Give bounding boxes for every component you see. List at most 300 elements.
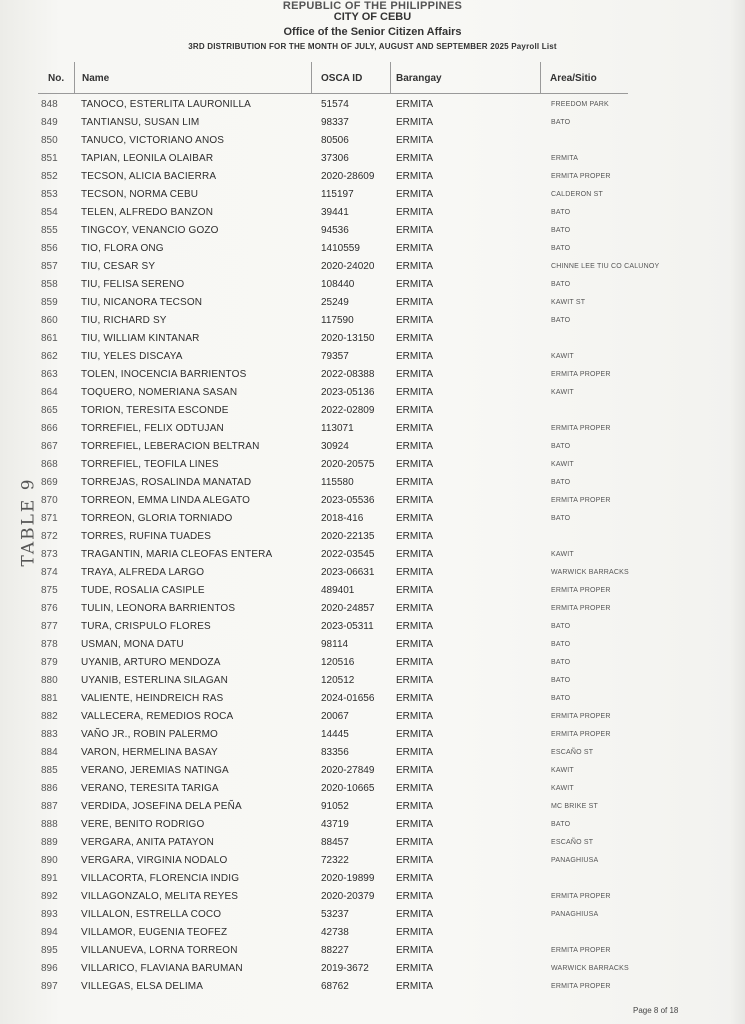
- row-osca-id: 80506: [321, 135, 349, 146]
- row-barangay: ERMITA: [396, 819, 434, 830]
- header-distribution-title: 3RD DISTRIBUTION FOR THE MONTH OF JULY, AUGUST AND SEPTEMBER 2025 Payroll List: [188, 42, 557, 51]
- row-name: TIU, WILLIAM KINTANAR: [81, 333, 200, 344]
- row-area-sitio: ERMITA PROPER: [551, 587, 611, 594]
- row-name: TORRES, RUFINA TUADES: [81, 531, 212, 542]
- row-number: 896: [41, 963, 58, 974]
- row-barangay: ERMITA: [396, 855, 434, 866]
- row-area-sitio: ERMITA PROPER: [551, 173, 611, 180]
- row-name: TECSON, NORMA CEBU: [81, 189, 199, 200]
- table-row: [38, 204, 628, 222]
- row-barangay: ERMITA: [396, 117, 434, 128]
- header-divider: [311, 62, 312, 94]
- row-osca-id: 108440: [321, 279, 355, 290]
- row-barangay: ERMITA: [396, 639, 434, 650]
- row-osca-id: 2020-19899: [321, 873, 375, 884]
- row-name: VILLANUEVA, LORNA TORREON: [81, 945, 238, 956]
- row-barangay: ERMITA: [396, 837, 434, 848]
- row-area-sitio: ERMITA: [551, 155, 579, 162]
- row-barangay: ERMITA: [396, 189, 434, 200]
- table-row: [38, 96, 628, 114]
- row-name: VILLALON, ESTRELLA COCO: [81, 909, 222, 920]
- table-row: [38, 366, 628, 384]
- table-row: [38, 384, 628, 402]
- row-name: TANTIANSU, SUSAN LIM: [81, 117, 200, 128]
- row-barangay: ERMITA: [396, 495, 434, 506]
- table-row: [38, 906, 628, 924]
- row-name: TELEN, ALFREDO BANZON: [81, 207, 214, 218]
- row-number: 859: [41, 297, 58, 308]
- table-row: [38, 438, 628, 456]
- table-row: [38, 654, 628, 672]
- row-name: TIU, FELISA SERENO: [81, 279, 185, 290]
- row-name: TANUCO, VICTORIANO ANOS: [81, 135, 225, 146]
- table-row: [38, 798, 628, 816]
- row-number: 857: [41, 261, 58, 272]
- row-name: VERE, BENITO RODRIGO: [81, 819, 205, 830]
- row-barangay: ERMITA: [396, 873, 434, 884]
- row-barangay: ERMITA: [396, 351, 434, 362]
- row-barangay: ERMITA: [396, 135, 434, 146]
- row-osca-id: 115580: [321, 477, 354, 488]
- row-area-sitio: KAWIT: [551, 767, 574, 774]
- row-number: 862: [41, 351, 58, 362]
- row-area-sitio: ERMITA PROPER: [551, 947, 611, 954]
- row-barangay: ERMITA: [396, 459, 434, 470]
- row-number: 895: [41, 945, 58, 956]
- row-name: VILLAGONZALO, MELITA REYES: [81, 891, 239, 902]
- row-area-sitio: KAWIT: [551, 785, 574, 792]
- row-number: 883: [41, 729, 58, 740]
- row-area-sitio: ERMITA PROPER: [551, 983, 611, 990]
- row-name: VILLAMOR, EUGENIA TEOFEZ: [81, 927, 228, 938]
- row-osca-id: 2020-24020: [321, 261, 375, 272]
- table-row: [38, 708, 628, 726]
- row-number: 885: [41, 765, 58, 776]
- row-name: TORREFIEL, LEBERACION BELTRAN: [81, 441, 260, 452]
- row-barangay: ERMITA: [396, 99, 434, 110]
- row-area-sitio: BATO: [551, 677, 571, 684]
- table-row: [38, 186, 628, 204]
- row-osca-id: 91052: [321, 801, 349, 812]
- row-name: VILLEGAS, ELSA DELIMA: [81, 981, 204, 992]
- row-osca-id: 113071: [321, 423, 354, 434]
- row-osca-id: 2023-05536: [321, 495, 375, 506]
- row-osca-id: 14445: [321, 729, 349, 740]
- table-row: [38, 474, 628, 492]
- row-name: TECSON, ALICIA BACIERRA: [81, 171, 217, 182]
- row-name: TURA, CRISPULO FLORES: [81, 621, 211, 632]
- row-osca-id: 98114: [321, 639, 349, 650]
- row-barangay: ERMITA: [396, 513, 434, 524]
- row-area-sitio: ERMITA PROPER: [551, 371, 611, 378]
- row-number: 891: [41, 873, 58, 884]
- row-barangay: ERMITA: [396, 477, 434, 488]
- row-name: USMAN, MONA DATU: [81, 639, 184, 650]
- row-barangay: ERMITA: [396, 315, 434, 326]
- row-number: 876: [41, 603, 58, 614]
- row-barangay: ERMITA: [396, 387, 434, 398]
- header-divider: [540, 62, 541, 94]
- row-osca-id: 2020-24857: [321, 603, 375, 614]
- row-area-sitio: CALDERON ST: [551, 191, 603, 198]
- row-number: 875: [41, 585, 58, 596]
- row-number: 856: [41, 243, 58, 254]
- row-number: 851: [41, 153, 58, 164]
- row-barangay: ERMITA: [396, 279, 434, 290]
- row-number: 860: [41, 315, 58, 326]
- row-name: TAPIAN, LEONILA OLAIBAR: [81, 153, 214, 164]
- table-row: [38, 456, 628, 474]
- table-row: [38, 168, 628, 186]
- col-area-header: Area/Sitio: [550, 73, 597, 84]
- row-area-sitio: KAWIT: [551, 389, 574, 396]
- row-number: 877: [41, 621, 58, 632]
- row-barangay: ERMITA: [396, 747, 434, 758]
- header-rule: [38, 93, 628, 94]
- table-row: [38, 726, 628, 744]
- row-osca-id: 88227: [321, 945, 349, 956]
- row-name: TORREFIEL, FELIX ODTUJAN: [81, 423, 224, 434]
- table-row: [38, 132, 628, 150]
- row-number: 865: [41, 405, 58, 416]
- row-number: 854: [41, 207, 58, 218]
- table-row: [38, 870, 628, 888]
- row-barangay: ERMITA: [396, 297, 434, 308]
- table-row: [38, 222, 628, 240]
- row-osca-id: 2020-13150: [321, 333, 375, 344]
- row-number: 861: [41, 333, 58, 344]
- row-barangay: ERMITA: [396, 333, 434, 344]
- table-row: [38, 330, 628, 348]
- row-barangay: ERMITA: [396, 621, 434, 632]
- row-osca-id: 1410559: [321, 243, 360, 254]
- table-row: [38, 294, 628, 312]
- row-number: 849: [41, 117, 58, 128]
- row-name: TOLEN, INOCENCIA BARRIENTOS: [81, 369, 247, 380]
- row-area-sitio: BATO: [551, 479, 571, 486]
- row-name: VILLARICO, FLAVIANA BARUMAN: [81, 963, 243, 974]
- row-name: VALIENTE, HEINDREICH RAS: [81, 693, 224, 704]
- row-number: 888: [41, 819, 58, 830]
- row-area-sitio: CHINNE LEE TIU CO CALUNOY: [551, 263, 660, 270]
- row-number: 853: [41, 189, 58, 200]
- row-barangay: ERMITA: [396, 783, 434, 794]
- table-row: [38, 690, 628, 708]
- header-office: Office of the Senior Citizen Affairs: [283, 26, 462, 38]
- row-area-sitio: ERMITA PROPER: [551, 497, 611, 504]
- table-row: [38, 276, 628, 294]
- table-row: [38, 258, 660, 276]
- row-number: 890: [41, 855, 58, 866]
- row-barangay: ERMITA: [396, 207, 434, 218]
- table-row: [38, 924, 628, 942]
- row-number: 882: [41, 711, 58, 722]
- col-osca-header: OSCA ID: [321, 73, 363, 84]
- row-number: 880: [41, 675, 58, 686]
- row-number: 881: [41, 693, 58, 704]
- row-barangay: ERMITA: [396, 693, 434, 704]
- row-area-sitio: WARWICK BARRACKS: [551, 569, 629, 576]
- row-name: VERANO, TERESITA TARIGA: [81, 783, 219, 794]
- row-osca-id: 94536: [321, 225, 349, 236]
- row-area-sitio: BATO: [551, 821, 571, 828]
- row-barangay: ERMITA: [396, 891, 434, 902]
- row-osca-id: 2024-01656: [321, 693, 375, 704]
- row-area-sitio: BATO: [551, 623, 571, 630]
- table-row: [38, 312, 628, 330]
- row-barangay: ERMITA: [396, 675, 434, 686]
- row-barangay: ERMITA: [396, 711, 434, 722]
- table-row: [38, 618, 628, 636]
- table-row: [38, 816, 628, 834]
- table-row: [38, 960, 628, 978]
- header-divider: [390, 62, 391, 94]
- row-barangay: ERMITA: [396, 765, 434, 776]
- row-osca-id: 2018-416: [321, 513, 364, 524]
- row-area-sitio: PANAGHIUSA: [551, 911, 599, 918]
- table-row: [38, 546, 628, 564]
- table-row: [38, 672, 628, 690]
- row-osca-id: 2023-06631: [321, 567, 375, 578]
- table-row: [38, 240, 628, 258]
- row-osca-id: 120516: [321, 657, 355, 668]
- row-osca-id: 2020-20379: [321, 891, 375, 902]
- row-barangay: ERMITA: [396, 657, 434, 668]
- row-name: TORREON, GLORIA TORNIADO: [81, 513, 233, 524]
- row-osca-id: 2022-02809: [321, 405, 375, 416]
- table-row: [38, 942, 628, 960]
- row-number: 858: [41, 279, 58, 290]
- row-name: VERANO, JEREMIAS NATINGA: [81, 765, 229, 776]
- table-row: [38, 150, 628, 168]
- row-osca-id: 83356: [321, 747, 349, 758]
- row-area-sitio: KAWIT: [551, 353, 574, 360]
- row-barangay: ERMITA: [396, 567, 434, 578]
- row-osca-id: 39441: [321, 207, 349, 218]
- row-name: TRAYA, ALFREDA LARGO: [81, 567, 205, 578]
- row-number: 872: [41, 531, 58, 542]
- row-osca-id: 68762: [321, 981, 349, 992]
- header-city: CITY OF CEBU: [333, 11, 412, 23]
- row-name: TORREJAS, ROSALINDA MANATAD: [81, 477, 252, 488]
- table-row: [38, 348, 628, 366]
- row-area-sitio: PANAGHIUSA: [551, 857, 599, 864]
- table-row: [38, 528, 628, 546]
- table-row: [38, 582, 628, 600]
- row-barangay: ERMITA: [396, 531, 434, 542]
- row-area-sitio: KAWIT: [551, 551, 574, 558]
- row-area-sitio: FREEDOM PARK: [551, 101, 609, 108]
- table-row: [38, 420, 628, 438]
- row-name: TIU, CESAR SY: [81, 261, 156, 272]
- row-name: VILLACORTA, FLORENCIA INDIG: [81, 873, 240, 884]
- row-name: UYANIB, ARTURO MENDOZA: [81, 657, 221, 668]
- payroll-table: [38, 62, 660, 1000]
- row-area-sitio: KAWIT: [551, 461, 574, 468]
- row-number: 850: [41, 135, 58, 146]
- row-name: TINGCOY, VENANCIO GOZO: [81, 225, 219, 236]
- row-area-sitio: ERMITA PROPER: [551, 425, 611, 432]
- row-osca-id: 2020-20575: [321, 459, 375, 470]
- row-barangay: ERMITA: [396, 171, 434, 182]
- table-row: [38, 834, 628, 852]
- row-number: 848: [41, 99, 58, 110]
- row-name: VALLECERA, REMEDIOS ROCA: [81, 711, 234, 722]
- row-name: VERGARA, VIRGINIA NODALO: [81, 855, 228, 866]
- row-area-sitio: BATO: [551, 209, 571, 216]
- row-barangay: ERMITA: [396, 549, 434, 560]
- row-name: TORREFIEL, TEOFILA LINES: [81, 459, 219, 470]
- row-osca-id: 2020-22135: [321, 531, 375, 542]
- row-barangay: ERMITA: [396, 927, 434, 938]
- row-osca-id: 53237: [321, 909, 349, 920]
- row-name: VAÑO JR., ROBIN PALERMO: [81, 729, 218, 740]
- row-name: TIO, FLORA ONG: [81, 243, 164, 254]
- row-number: 852: [41, 171, 58, 182]
- table-row: [38, 114, 628, 132]
- row-barangay: ERMITA: [396, 369, 434, 380]
- row-area-sitio: BATO: [551, 281, 571, 288]
- table-row: [38, 402, 628, 420]
- handwritten-table-note: [0, 478, 62, 574]
- row-osca-id: 51574: [321, 99, 349, 110]
- row-barangay: ERMITA: [396, 585, 434, 596]
- row-name: TUDE, ROSALIA CASIPLE: [81, 585, 205, 596]
- row-barangay: ERMITA: [396, 243, 434, 254]
- row-area-sitio: BATO: [551, 227, 571, 234]
- row-barangay: ERMITA: [396, 153, 434, 164]
- row-name: TORION, TERESITA ESCONDE: [81, 405, 229, 416]
- paper-edge-shadow: [729, 0, 745, 1024]
- row-name: VERDIDA, JOSEFINA DELA PEÑA: [81, 801, 242, 812]
- row-osca-id: 37306: [321, 153, 349, 164]
- table-row: [38, 564, 628, 582]
- row-area-sitio: KAWIT ST: [551, 299, 586, 306]
- row-area-sitio: BATO: [551, 443, 571, 450]
- page-number: Page 8 of 18: [633, 1006, 679, 1015]
- row-name: VERGARA, ANITA PATAYON: [81, 837, 214, 848]
- row-number: 870: [41, 495, 58, 506]
- row-osca-id: 20067: [321, 711, 349, 722]
- row-number: 886: [41, 783, 58, 794]
- row-barangay: ERMITA: [396, 405, 434, 416]
- row-number: 889: [41, 837, 58, 848]
- row-area-sitio: WARWICK BARRACKS: [551, 965, 629, 972]
- row-osca-id: 2019-3672: [321, 963, 369, 974]
- row-osca-id: 2020-10665: [321, 783, 375, 794]
- col-no-header: No.: [48, 73, 65, 84]
- handwritten-table-label: TABLE 9: [18, 477, 39, 567]
- row-number: 879: [41, 657, 58, 668]
- row-osca-id: 79357: [321, 351, 349, 362]
- header-republic: REPUBLIC OF THE PHILIPPINES: [282, 0, 463, 12]
- row-area-sitio: ESCAÑO ST: [551, 749, 594, 756]
- row-name: TIU, NICANORA TECSON: [81, 297, 203, 308]
- row-osca-id: 2022-08388: [321, 369, 375, 380]
- table-row: [38, 978, 628, 996]
- row-area-sitio: BATO: [551, 515, 571, 522]
- row-osca-id: 98337: [321, 117, 349, 128]
- table-row: [38, 600, 628, 618]
- table-row: [38, 852, 628, 870]
- row-name: TOQUERO, NOMERIANA SASAN: [81, 387, 238, 398]
- row-barangay: ERMITA: [396, 225, 434, 236]
- table-row: [38, 636, 628, 654]
- row-area-sitio: BATO: [551, 317, 571, 324]
- row-number: 893: [41, 909, 58, 920]
- row-number: 867: [41, 441, 58, 452]
- row-osca-id: 2023-05311: [321, 621, 374, 632]
- table-body: [38, 96, 660, 996]
- row-number: 871: [41, 513, 58, 524]
- row-barangay: ERMITA: [396, 909, 434, 920]
- row-area-sitio: BATO: [551, 659, 571, 666]
- row-area-sitio: BATO: [551, 641, 571, 648]
- row-name: TIU, YELES DISCAYA: [81, 351, 183, 362]
- row-number: 855: [41, 225, 58, 236]
- row-name: UYANIB, ESTERLINA SILAGAN: [81, 675, 228, 686]
- row-osca-id: 25249: [321, 297, 349, 308]
- header-divider: [74, 62, 75, 94]
- row-number: 892: [41, 891, 58, 902]
- row-osca-id: 115197: [321, 189, 354, 200]
- table-header: [38, 62, 628, 94]
- table-row: [38, 888, 628, 906]
- row-name: TRAGANTIN, MARIA CLEOFAS ENTERA: [81, 549, 273, 560]
- row-barangay: ERMITA: [396, 603, 434, 614]
- row-osca-id: 30924: [321, 441, 349, 452]
- row-barangay: ERMITA: [396, 261, 434, 272]
- row-name: TULIN, LEONORA BARRIENTOS: [81, 603, 236, 614]
- row-area-sitio: ERMITA PROPER: [551, 893, 611, 900]
- row-number: 887: [41, 801, 58, 812]
- row-name: TORREON, EMMA LINDA ALEGATO: [81, 495, 251, 506]
- col-barangay-header: Barangay: [396, 73, 442, 84]
- row-number: 863: [41, 369, 58, 380]
- table-row: [38, 744, 628, 762]
- row-number: 874: [41, 567, 58, 578]
- row-number: 866: [41, 423, 58, 434]
- row-number: 894: [41, 927, 58, 938]
- row-barangay: ERMITA: [396, 729, 434, 740]
- row-barangay: ERMITA: [396, 801, 434, 812]
- row-barangay: ERMITA: [396, 945, 434, 956]
- table-row: [38, 492, 628, 510]
- row-osca-id: 72322: [321, 855, 349, 866]
- row-area-sitio: BATO: [551, 245, 571, 252]
- row-osca-id: 43719: [321, 819, 349, 830]
- row-osca-id: 2020-27849: [321, 765, 375, 776]
- table-row: [38, 780, 628, 798]
- row-area-sitio: ERMITA PROPER: [551, 731, 611, 738]
- row-osca-id: 2020-28609: [321, 171, 375, 182]
- table-row: [38, 510, 628, 528]
- row-area-sitio: ERMITA PROPER: [551, 605, 611, 612]
- row-osca-id: 42738: [321, 927, 349, 938]
- row-barangay: ERMITA: [396, 963, 434, 974]
- row-osca-id: 2023-05136: [321, 387, 375, 398]
- row-area-sitio: ERMITA PROPER: [551, 713, 611, 720]
- row-osca-id: 120512: [321, 675, 355, 686]
- row-osca-id: 88457: [321, 837, 349, 848]
- row-number: 868: [41, 459, 58, 470]
- row-osca-id: 117590: [321, 315, 354, 326]
- row-barangay: ERMITA: [396, 423, 434, 434]
- row-name: TIU, RICHARD SY: [81, 315, 167, 326]
- row-osca-id: 489401: [321, 585, 355, 596]
- table-row: [38, 762, 628, 780]
- row-number: 873: [41, 549, 58, 560]
